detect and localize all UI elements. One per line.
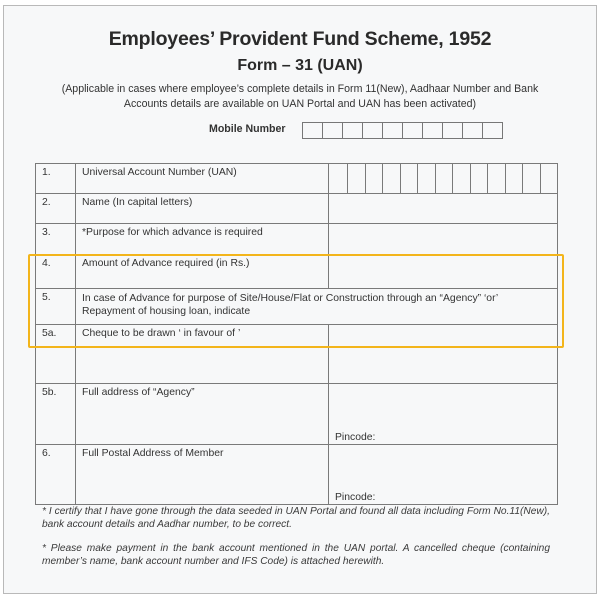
row-number: 4. — [36, 255, 76, 289]
row-label: In case of Advance for purpose of Site/House/Flat or Construction through an “Agency” ‘or’ Repayment of housing loan, indicate — [76, 289, 558, 325]
cheque-favour-field[interactable] — [329, 325, 558, 384]
mobile-number-label: Mobile Number — [209, 123, 286, 135]
row-number: 1. — [36, 164, 76, 194]
declaration — [42, 505, 550, 579]
mobile-digit-box[interactable] — [403, 123, 423, 138]
row-number: 5. — [36, 289, 76, 325]
table-row-purpose — [36, 224, 558, 255]
row-number: 3. — [36, 224, 76, 255]
uan-digit-box[interactable] — [452, 164, 470, 193]
uan-field[interactable] — [329, 164, 558, 194]
mobile-digit-box[interactable] — [423, 123, 443, 138]
row-number: 5a. — [36, 325, 76, 384]
row-label: Universal Account Number (UAN) — [76, 164, 329, 194]
table-row-amount — [36, 255, 558, 289]
name-field[interactable] — [329, 194, 558, 224]
mobile-digit-box[interactable] — [483, 123, 502, 138]
uan-digit-box[interactable] — [417, 164, 435, 193]
row-label: Full Postal Address of Member — [76, 445, 329, 505]
table-row-name — [36, 194, 558, 224]
row-label: Amount of Advance required (in Rs.) — [76, 255, 329, 289]
uan-digit-box[interactable] — [505, 164, 523, 193]
row-label: Name (In capital letters) — [76, 194, 329, 224]
mobile-digit-box[interactable] — [463, 123, 483, 138]
row-number: 5b. — [36, 384, 76, 445]
uan-digit-box[interactable] — [347, 164, 365, 193]
pincode-label: Pincode: — [335, 492, 376, 503]
table-row-cheque-favour — [36, 325, 558, 384]
mobile-digit-box[interactable] — [323, 123, 343, 138]
uan-digit-box[interactable] — [435, 164, 453, 193]
amount-field[interactable] — [329, 255, 558, 289]
uan-digit-box[interactable] — [487, 164, 505, 193]
mobile-digit-box[interactable] — [363, 123, 383, 138]
pincode-label: Pincode: — [335, 432, 376, 443]
uan-digit-box[interactable] — [382, 164, 400, 193]
uan-digit-box[interactable] — [365, 164, 383, 193]
certify-statement: * I certify that I have gone through the data seeded in UAN Portal and found all data including Form No.11(New), bank account details and Aadhar number, to be correct. — [42, 506, 550, 530]
row-label: *Purpose for which advance is required — [76, 224, 329, 255]
payment-statement: * Please make payment in the bank account mentioned in the UAN portal. A cancelled cheque (containing member’s name, bank account number and IFS Code) is attached herewith. — [42, 543, 550, 567]
table-row-agency-address — [36, 384, 558, 445]
form-title: Employees’ Provident Fund Scheme, 1952 — [108, 28, 492, 50]
row-number: 2. — [36, 194, 76, 224]
mobile-digit-box[interactable] — [343, 123, 363, 138]
uan-digit-box[interactable] — [522, 164, 540, 193]
table-row-agency-instruction — [36, 289, 558, 325]
form-subtitle: Form – 31 (UAN) — [237, 57, 363, 74]
member-address-field[interactable] — [329, 445, 558, 505]
applicability-note: (Applicable in cases where employee’s complete details in Form 11(New), Aadhaar Number and Bank Accounts details are available on UAN Portal and UAN has been activated) — [61, 83, 539, 110]
mobile-digit-box[interactable] — [383, 123, 403, 138]
mobile-digit-box[interactable] — [303, 123, 323, 138]
agency-address-field[interactable] — [329, 384, 558, 445]
table-row-uan — [36, 164, 558, 194]
form-table — [35, 163, 558, 505]
mobile-digit-box[interactable] — [443, 123, 463, 138]
uan-digit-box[interactable] — [540, 164, 558, 193]
row-label: Cheque to be drawn ‘ in favour of ’ — [76, 325, 329, 384]
table-row-member-address — [36, 445, 558, 505]
uan-digit-box[interactable] — [400, 164, 418, 193]
row-label: Full address of “Agency” — [76, 384, 329, 445]
uan-digit-box[interactable] — [470, 164, 488, 193]
row-number: 6. — [36, 445, 76, 505]
mobile-number-field[interactable] — [302, 122, 503, 139]
purpose-field[interactable] — [329, 224, 558, 255]
